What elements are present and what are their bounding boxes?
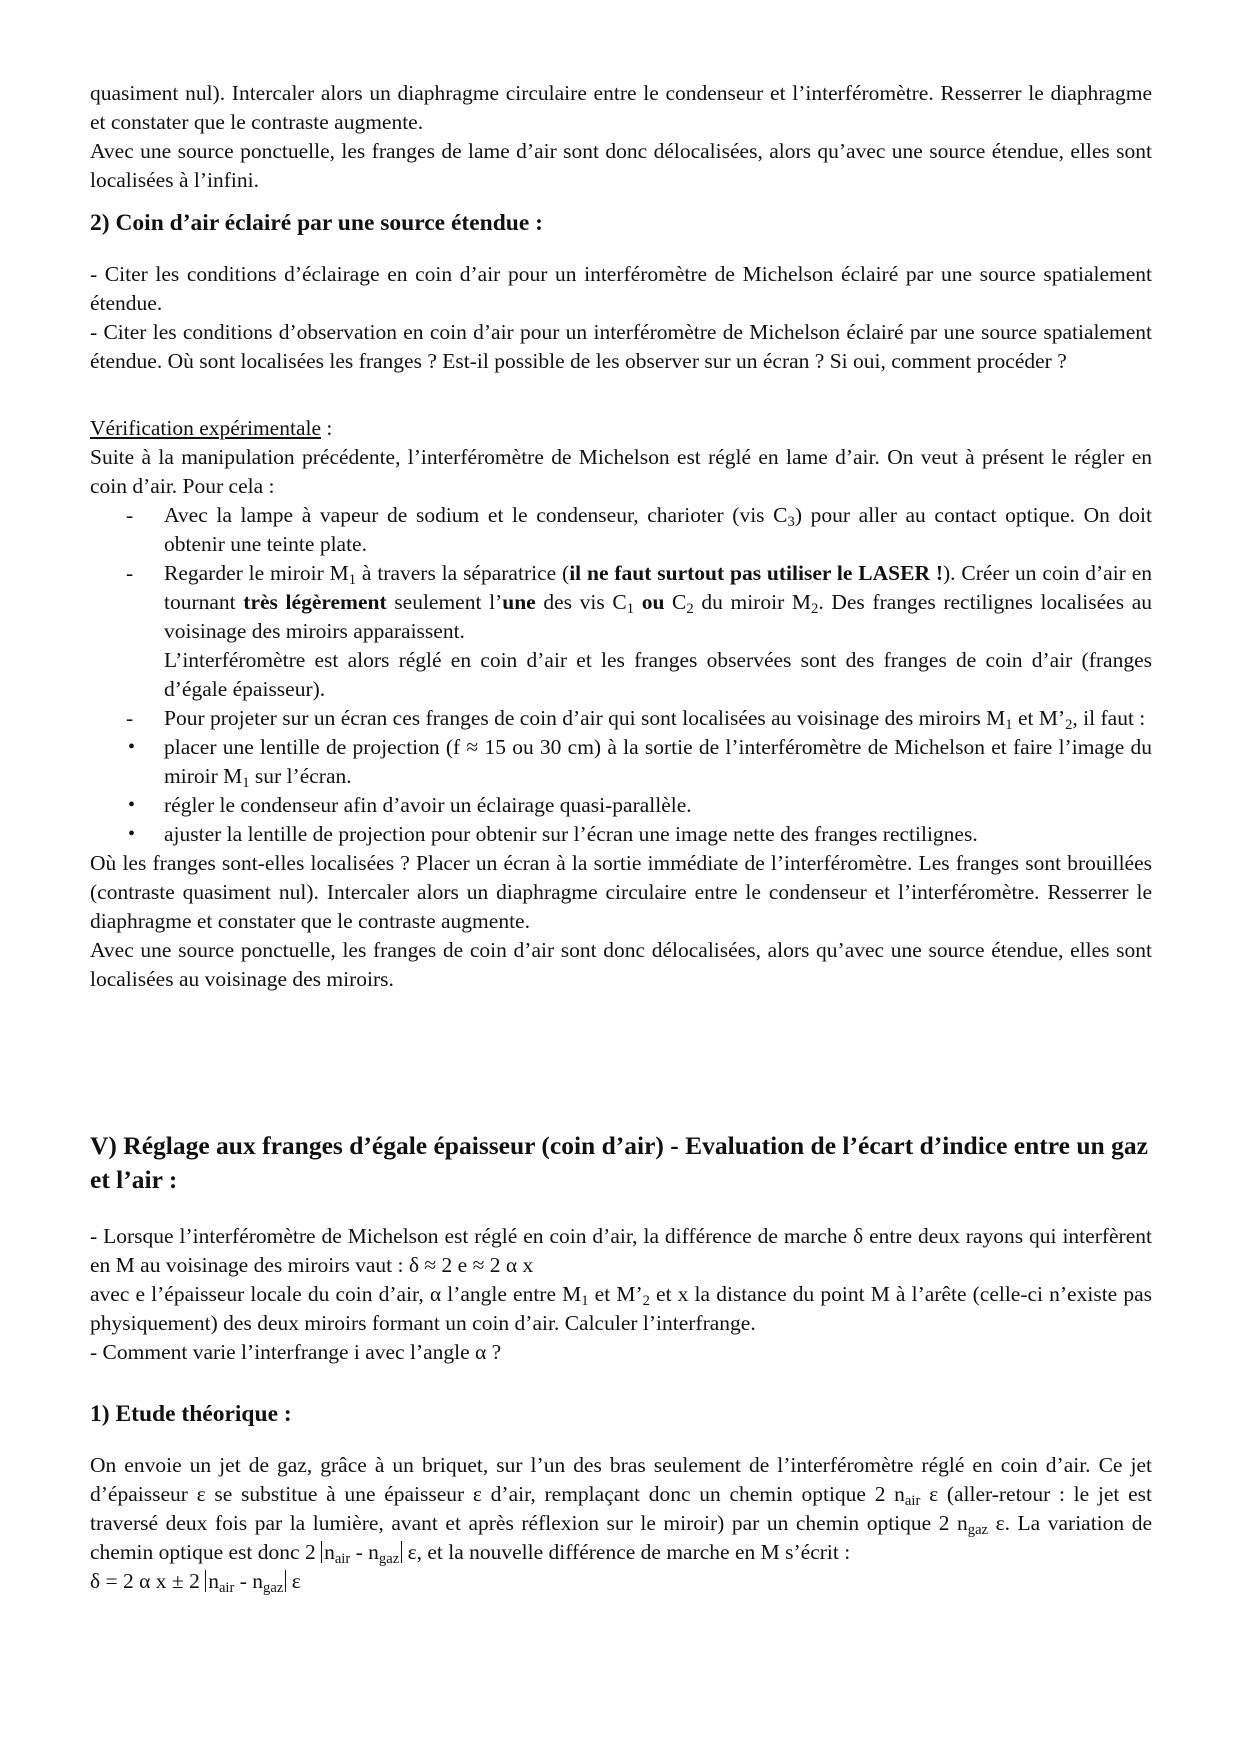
section-2-conclusion-2: Avec une source ponctuelle, les franges de coin d’air sont donc délocalisées, alors qu’avec une source étendue, elles sont localisées au voisinage des miroirs. bbox=[90, 938, 1152, 991]
section-2-title: 2) Coin d’air éclairé par une source étendue : bbox=[90, 210, 543, 236]
question-2: - Citer les conditions d’observation en coin d’air pour un interféromètre de Michelson éclairé par une source spatialement étendue. Où sont localisées les franges ? Est-il possible de les observer sur un écran ? Si oui, comment procéder ? bbox=[90, 320, 1152, 373]
section-V-title: V) Réglage aux franges d’égale épaisseur (coin d’air) - Evaluation de l’écart d’indice entre un gaz et l’air : bbox=[90, 1131, 1148, 1194]
list-item: - Regarder le miroir $M_1$ à travers la séparatrice (il ne faut surtout pas utiliser le LASER !). Créer un coin d’air en tournant très légèrement seulement l’une des vis $C_1$ ou $C_2$ du miroir $M_2$. Des franges rectilignes localisées au voisinage des miroirs apparaissent. L’interféromètre est alors réglé en coin d’air et les franges observées sont des franges de coin d’air (franges d’égale épaisseur). bbox=[90, 559, 1152, 704]
verification-block bbox=[90, 414, 1152, 994]
dash-marker: - bbox=[126, 503, 134, 527]
section-1-body bbox=[90, 1451, 1152, 1596]
intro-block bbox=[90, 79, 1152, 195]
theory-paragraph: On envoie un jet de gaz, grâce à un briquet, sur l’un des bras seulement de l’interféromètre réglé en coin d’air. Ce jet d’épaisseur ε se substitue à une épaisseur ε d’air, remplaçant donc un chemin optique 2 $n_{air}$ ε (aller-retour : le jet est traversé deux fois par la lumière, avant et après réflexion sur le miroir) par un chemin optique 2 $n_{gaz}$ ε. La variation de chemin optique est donc 2 $n_{air} - n_{gaz}$ ε, et la nouvelle différence de marche en M s’écrit : bbox=[90, 1453, 1152, 1567]
bullet-item: • ajuster la lentille de projection pour obtenir sur l’écran une image nette des franges rectilignes. bbox=[90, 820, 1152, 849]
list-item-continuation: L’interféromètre est alors réglé en coin d’air et les franges observées sont des franges de coin d’air (franges d’égale épaisseur). bbox=[164, 648, 1152, 701]
dash-marker: - bbox=[126, 561, 134, 585]
dash-marker: - bbox=[126, 706, 134, 730]
section-2-questions bbox=[90, 260, 1152, 376]
intro-paragraph-1: quasiment nul). Intercaler alors un diaphragme circulaire entre le condenseur et l’interféromètre. Resserrer le diaphragme et constater que le contraste augmente. bbox=[90, 81, 1152, 134]
question-1: - Citer les conditions d’éclairage en coin d’air pour un interféromètre de Michelson éclairé par une source spatialement étendue. bbox=[90, 262, 1152, 315]
verification-heading: Vérification expérimentale : bbox=[90, 416, 333, 440]
bullet-marker: • bbox=[128, 794, 136, 816]
verification-intro: Suite à la manipulation précédente, l’interféromètre de Michelson est réglé en lame d’air. On veut à présent le régler en coin d’air. Pour cela : bbox=[90, 445, 1152, 498]
list-item: - Pour projeter sur un écran ces franges de coin d’air qui sont localisées au voisinage des miroirs $M_1$ et $M’_2$, il faut : bbox=[126, 706, 1146, 733]
section-V-paragraph-3: - Comment varie l’interfrange i avec l’angle α ? bbox=[90, 1340, 502, 1364]
section-V-paragraph-2: avec e l’épaisseur locale du coin d’air, α l’angle entre $M_1$ et $M’_2$ et x la distance du point M à l’arête (celle-ci n’existe pas physiquement) des deux miroirs formant un coin d’air. Calculer l’interfrange. bbox=[90, 1282, 1152, 1335]
abs-value: $n_{air} - n_{gaz}$ bbox=[205, 1570, 286, 1592]
bullet-marker: • bbox=[128, 823, 136, 845]
bullet-marker: • bbox=[128, 736, 136, 758]
section-V-body bbox=[90, 1222, 1152, 1367]
section-2-conclusion-1: Où les franges sont-elles localisées ? Placer un écran à la sortie immédiate de l’interféromètre. Les franges sont brouillées (contraste quasiment nul). Intercaler alors un diaphragme circulaire entre le condenseur et l’interféromètre. Resserrer le diaphragme et constater que le contraste augmente. bbox=[90, 851, 1152, 933]
bullet-item: • régler le condenseur afin d’avoir un éclairage quasi-parallèle. bbox=[90, 791, 1152, 820]
section-V-paragraph-1: - Lorsque l’interféromètre de Michelson est réglé en coin d’air, la différence de marche δ entre deux rayons qui interfèrent en M au voisinage des miroirs vaut : δ ≈ 2 e ≈ 2 α x bbox=[90, 1224, 1152, 1277]
section-1-title: 1) Etude théorique : bbox=[90, 1401, 292, 1427]
abs-value: $n_{air} - n_{gaz}$ bbox=[321, 1541, 402, 1563]
verification-label: Vérification expérimentale bbox=[90, 416, 322, 440]
bullet-item: • placer une lentille de projection (f ≈ 15 ou 30 cm) à la sortie de l’interféromètre de Michelson et faire l’image du miroir $M_1$ sur l’écran. bbox=[128, 735, 1152, 791]
intro-paragraph-2: Avec une source ponctuelle, les franges de lame d’air sont donc délocalisées, alors qu’avec une source étendue, elles sont localisées à l’infini. bbox=[90, 139, 1152, 192]
laser-warning: il ne faut surtout pas utiliser le LASER ! bbox=[569, 561, 943, 585]
equation: δ = 2 α x ± 2 $n_{air} - n_{gaz}$ ε bbox=[90, 1569, 301, 1596]
list-item: - Avec la lampe à vapeur de sodium et le condenseur, charioter (vis $C_3$) pour aller au contact optique. On doit obtenir une teinte plate. bbox=[126, 503, 1152, 556]
